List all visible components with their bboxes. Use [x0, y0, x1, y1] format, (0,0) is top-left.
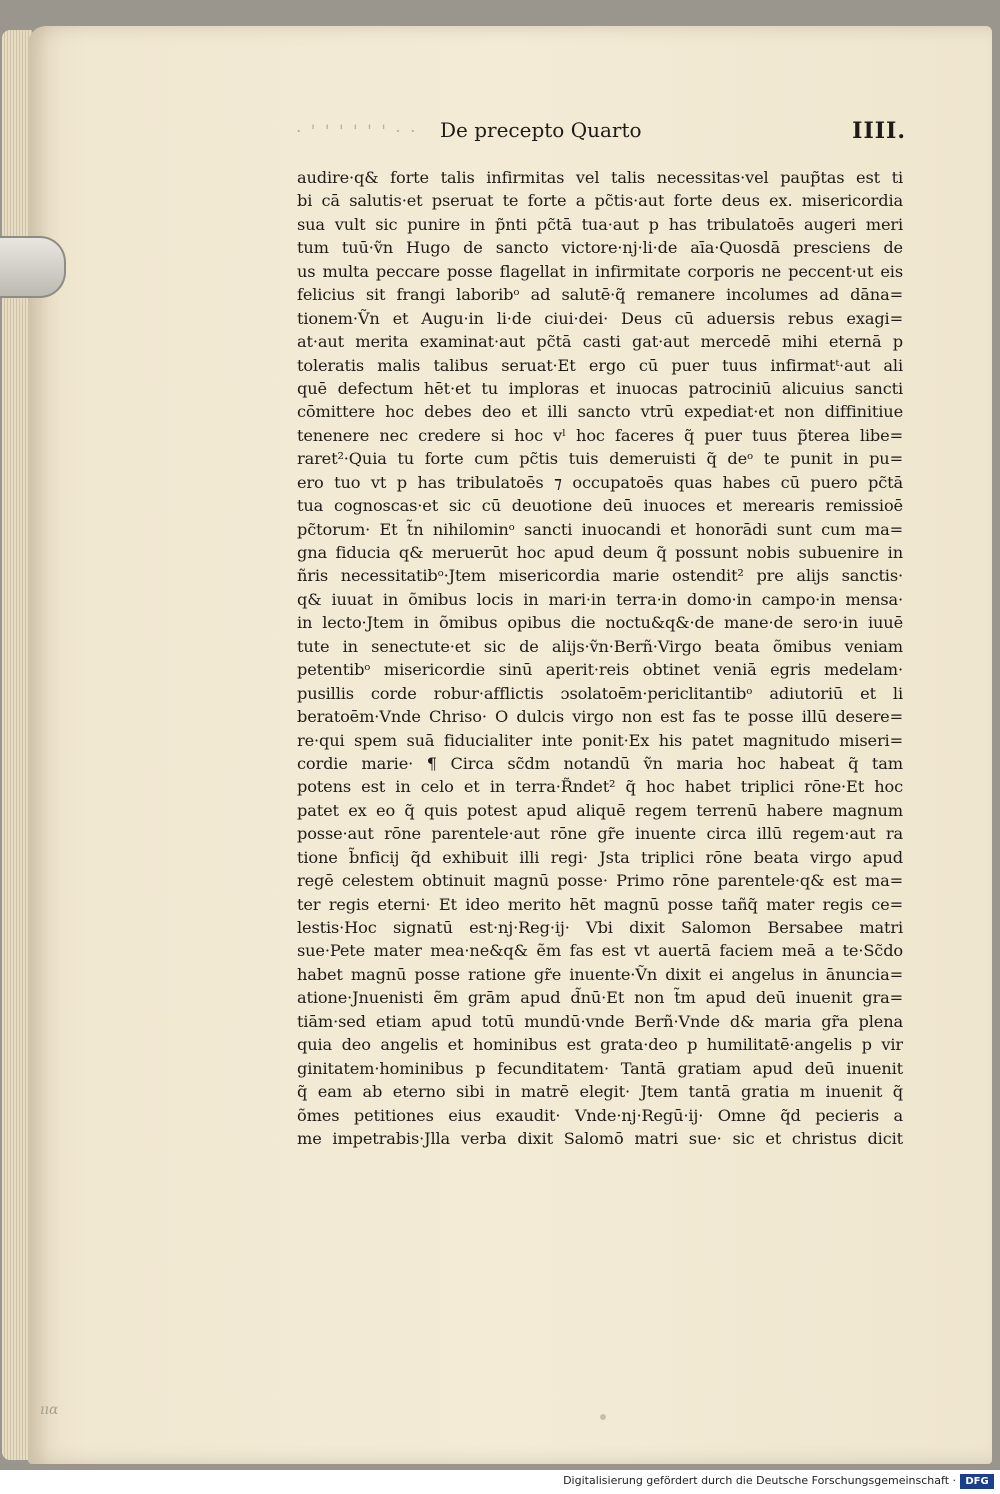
text-line: q̃ eam ab eterno sibi in matrē elegit· Jtem tantā gratia m inuenit q̃ — [297, 1082, 903, 1102]
page-clip — [0, 236, 66, 298]
text-line: pusillis corde robur·afflictis ɔsolatoēm·periclitantibᵒ adiutoriū et li — [297, 683, 903, 703]
text-line: ero tuo vt p has tribulatoēs ⁊ occupatoēs quas habes cū puero pc̃tā — [297, 472, 903, 492]
text-line: re·qui spem suā fiducialiter inte ponit·Ex his patet magnitudo miseri= — [297, 730, 903, 750]
page-header — [296, 118, 906, 148]
text-line: pc̃torum· Et t̃n nihilominᵒ sancti inuocandi et honorādi sunt cum ma= — [297, 519, 903, 539]
text-line: in lecto·Jtem in õmibus opibus die noctu&q&·de mane·de sero·in iuuē — [297, 613, 903, 633]
text-line: ñris necessitatibᵒ·Jtem misericordia marie ostendit² pre alijs sanctis· — [297, 566, 903, 586]
text-line: toleratis malis talibus seruat·Et ergo cū puer tuus infirmatᵗ·aut ali — [297, 355, 903, 375]
text-line: ter regis eterni· Et ideo merito hēt magnū posse tañq̃ mater regis ce= — [297, 894, 903, 914]
text-line: tione b̃nficij q̃d exhibuit illi regi· Jsta triplici rōne beata virgo apud — [297, 847, 903, 867]
text-line: sue·Pete mater mea·ne&q& ẽm fas est vt auertā faciem meā a te·Sc̃do — [297, 941, 903, 961]
text-line: ginitatem·hominibus p fecunditatem· Tantā gratiam apud deū inuenit — [297, 1058, 903, 1078]
text-line: atione·Jnuenisti ẽm grām apud d̃nū·Et non t̃m apud deū inuenit gra= — [297, 988, 903, 1008]
text-line: me impetrabis·Jlla verba dixit Salomō matri sue· sic et christus dicit — [297, 1128, 903, 1148]
text-line: at·aut merita examinat·aut pc̃tā casti gat·aut mercedē mihi eternā p — [297, 332, 903, 352]
text-line: cordie marie· ¶ Circa sc̃dm notandū ṽn maria hoc habeat q̃ tam — [297, 753, 903, 773]
text-line: potens est in celo et in terra·R̃ndet² q̃ hoc habet triplici rōne·Et hoc — [297, 777, 903, 797]
text-line: cōmittere hoc debes deo et illi sancto vtrū expediat·et non diffinitiue — [297, 402, 903, 422]
text-line: us multa peccare posse flagellat in infirmitate corporis ne peccent·ut eis — [297, 261, 903, 281]
text-line: tionem·Ṽn et Augu·in li·de ciui·dei· Deus cū aduersis rebus exagi= — [297, 308, 903, 328]
text-line: tenenere nec credere si hoc vˡ hoc faceres q̃ puer tuus p̃terea libe= — [297, 425, 903, 445]
text-line: q& iuuat in õmibus locis in mari·in terra·in domo·in campo·in mensa· — [297, 589, 903, 609]
margin-note: ııα — [40, 1402, 59, 1418]
text-block — [297, 166, 903, 1150]
text-line: posse·aut rōne parentele·aut rōne gr̃e inuente circa illū regem·aut ra — [297, 824, 903, 844]
text-line: audire·q& forte talis infirmitas vel talis necessitas·vel paup̃tas est ti — [297, 168, 903, 187]
text-line: gna fiducia q& meruerūt hoc apud deum q̃ possunt nobis subuenire in — [297, 543, 903, 562]
text-line: beratoēm·Vnde Chriso· O dulcis virgo non est fas te posse illū desere= — [297, 707, 903, 727]
footer-credit: Digitalisierung gefördert durch die Deutsche Forschungsgemeinschaft · — [563, 1474, 956, 1487]
text-line: sua vult sic punire in p̃nti pc̃tā tua·aut p has tribulatoēs augeri meri — [297, 214, 903, 234]
running-head: De precepto Quarto — [440, 118, 642, 142]
text-line: tute in senectute·et sic de alijs·ṽn·Berñ·Virgo beata õmibus veniam — [297, 636, 903, 656]
dfg-logo: DFG — [960, 1474, 994, 1489]
text-line: tiām·sed etiam apud totū mundū·vnde Berñ·Vnde d& maria gr̃a plena — [297, 1011, 903, 1031]
text-line: tum tuū·ṽn Hugo de sancto victore·nj·li·de aīa·Quosdā presciens de — [297, 238, 903, 258]
folio-number: IIII. — [852, 118, 906, 144]
text-line: felicius sit frangi laboribᵒ ad salutē·q̃ remanere incolumes ad dāna= — [297, 285, 903, 305]
footer-bar — [0, 1470, 1000, 1494]
text-line: regē celestem obtinuit magnū posse· Primo rōne parentele·q& est ma= — [297, 871, 903, 891]
text-line: petentibᵒ misericordie sinū aperit·reis obtinet veniā egris medelam· — [297, 660, 903, 680]
page-stain — [600, 1414, 606, 1420]
text-line: tua cognoscas·et sic cū deuotione deū inuoces et merearis remissioē — [297, 496, 903, 516]
text-line: bi cā salutis·et pseruat te forte a pc̃tis·aut forte deus ex. misericordia — [297, 191, 903, 211]
text-line: lestis·Hoc signatū est·nj·Reg·ij· Vbi dixit Salomon Bersabee matri — [297, 918, 903, 937]
text-line: habet magnū posse ratione gr̃e inuente·Ṽn dixit ei angelus in ānuncia= — [297, 964, 903, 984]
header-smudge: · ' ' ' ' ' ' · · — [296, 122, 418, 142]
text-line: quē defectum hēt·et tu imploras et inuocas patrociniū alicuius sancti — [297, 378, 903, 398]
text-line: quia deo angelis et hominibus est grata·deo p humilitatē·angelis p vir — [297, 1035, 903, 1055]
text-line: patet ex eo q̃ quis potest apud aliquē regem terrenū habere magnum — [297, 800, 903, 820]
text-line: raret²·Quia tu forte cum pc̃tis tuis demeruisti q̃ deᵒ te punit in pu= — [297, 449, 903, 469]
text-line: õmes petitiones eius exaudit· Vnde·nj·Regū·ij· Omne q̃d pecieris a — [297, 1105, 903, 1125]
